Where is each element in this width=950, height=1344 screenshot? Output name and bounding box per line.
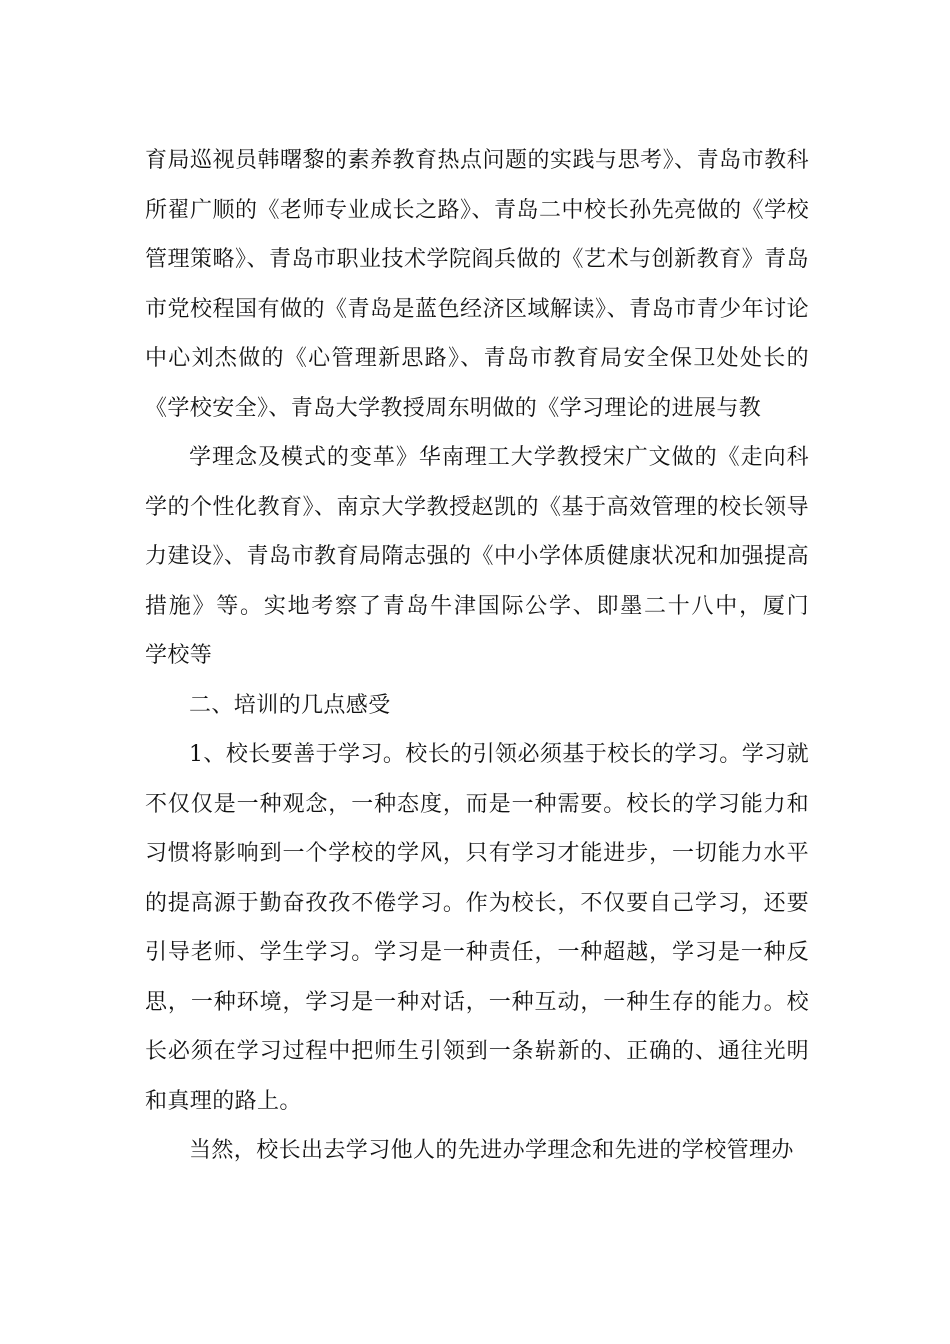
paragraph-learning: 1、校长要善于学习。校长的引领必须基于校长的学习。学习就不仅仅是一种观念，一种态度，而是一种需要。校长的学习能力和习惯将影响到一个学校的学风，只有学习才能进步，一切能力水平的提高源于勤奋孜孜不倦学习。作为校长，不仅要自己学习，还要引导老师、学生学习。学习是一种责任，一种超越，学习是一种反思，一种环境，学习是一种对话，一种互动，一种生存的能力。校长必须在学习过程中把师生引领到一条崭新的、正确的、通往光明和真理的路上。 [145, 742, 809, 1114]
paragraph-continued: 育局巡视员韩曙黎的素养教育热点问题的实践与思考》、青岛市教科所翟广顺的《老师专业成长之路》、青岛二中校长孙先亮做的《学校管理策略》、青岛市职业技术学院阎兵做的《艺术与创新教育》青岛市党校程国有做的《青岛是蓝色经济区域解读》、青岛市青少年讨论中心刘杰做的《心管理新思路》、青岛市教育局安全保卫处处长的《学校安全》、青岛大学教授周东明做的《学习理论的进展与教 [145, 148, 809, 421]
document-body [145, 136, 824, 1176]
paragraph-closing: 当然，校长出去学习他人的先进办学理念和先进的学校管理办 [189, 1138, 794, 1163]
paragraph-lecture-list: 学理念及模式的变革》华南理工大学教授宋广文做的《走向科学的个性化教育》、南京大学教授赵凯的《基于高效管理的校长领导力建设》、青岛市教育局隋志强的《中小学体质健康状况和加强提高措施》等。实地考察了青岛牛津国际公学、即墨二十八中，厦门 学校等 [145, 445, 824, 668]
section-heading: 二、培训的几点感受 [189, 692, 391, 718]
